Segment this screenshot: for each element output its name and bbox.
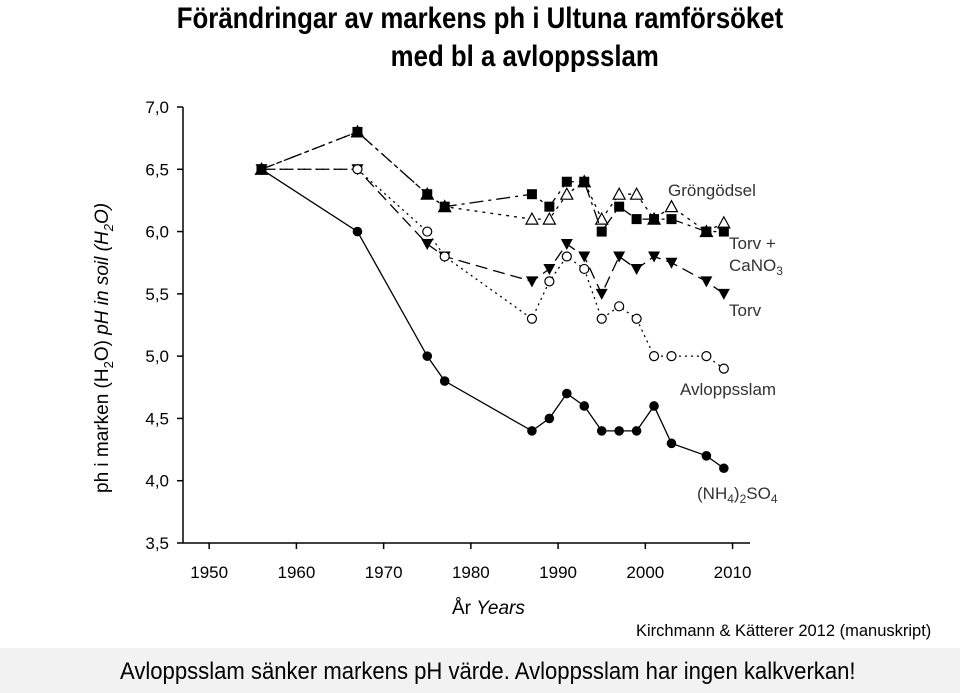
y-label-en-suffix: O) — [92, 202, 113, 225]
data-point — [257, 164, 267, 174]
data-point — [614, 426, 624, 436]
data-point — [719, 364, 728, 373]
chart-title-line2: med bl a avloppsslam — [390, 40, 659, 73]
series-2 — [257, 127, 729, 237]
data-point — [545, 277, 554, 286]
data-point — [543, 264, 555, 275]
data-point — [580, 264, 589, 273]
data-point — [526, 213, 538, 224]
data-point — [562, 177, 572, 187]
data-point — [718, 289, 730, 300]
y-label-en-prefix: pH in soil (H — [92, 231, 113, 335]
data-point — [423, 227, 432, 236]
data-point — [700, 276, 712, 287]
y-tick-label: 4,5 — [145, 409, 169, 429]
data-point — [613, 251, 625, 262]
data-point — [649, 214, 659, 224]
series-label-part: 4 — [727, 492, 734, 506]
data-point — [440, 202, 450, 212]
series-label-part: Avloppsslam — [680, 380, 777, 399]
y-tick-label: 5,0 — [145, 347, 169, 367]
data-point — [527, 426, 537, 436]
x-label-en: Years — [476, 598, 525, 619]
data-point — [527, 189, 537, 199]
data-point — [527, 314, 536, 323]
data-point — [702, 451, 712, 461]
data-point — [353, 165, 362, 174]
y-tick-label: 6,0 — [145, 222, 169, 242]
y-label-sv-sub: 2 — [100, 361, 116, 369]
series-line — [262, 169, 724, 294]
x-tick-label: 2000 — [626, 563, 665, 582]
series-line — [262, 169, 724, 368]
x-axis-label — [452, 598, 525, 620]
data-point — [353, 227, 363, 237]
data-point — [597, 314, 606, 323]
data-point — [666, 214, 676, 224]
data-point — [665, 201, 677, 212]
series-label — [729, 256, 783, 278]
footer-text: Avloppsslam sänker markens pH värde. Avloppsslam har ingen kalkverkan! — [120, 658, 856, 685]
x-tick-label: 1980 — [451, 563, 490, 582]
footer-banner — [0, 648, 960, 693]
data-point — [579, 177, 589, 187]
series-label-part: Torv + — [729, 234, 776, 253]
y-tick-label: 3,5 — [145, 534, 169, 553]
series-label-part: CaNO — [729, 256, 777, 275]
data-point — [597, 426, 607, 436]
y-tick-label: 5,5 — [145, 284, 169, 304]
data-point — [596, 289, 608, 300]
series-label-part: 4 — [770, 492, 778, 506]
x-tick-label: 1970 — [364, 563, 403, 582]
data-point — [631, 188, 643, 199]
y-label-sv-prefix: ph i marken (H — [92, 368, 113, 493]
data-point — [544, 202, 554, 212]
data-point — [648, 251, 660, 262]
chart-title-line1: Förändringar av markens ph i Ultuna ramförsöket — [176, 2, 784, 35]
data-point — [579, 401, 589, 411]
data-point — [649, 401, 659, 411]
x-tick-label: 2010 — [713, 563, 752, 582]
series-label — [729, 234, 776, 253]
data-point — [561, 239, 573, 250]
data-point — [632, 426, 642, 436]
y-label-sv-suffix: O) — [92, 340, 113, 362]
x-tick-label: 1950 — [190, 563, 229, 582]
data-point — [718, 217, 730, 228]
data-point — [562, 252, 571, 261]
series-label-part: SO — [746, 484, 771, 503]
data-point — [719, 463, 729, 473]
series-label — [668, 181, 756, 200]
data-point — [561, 188, 573, 199]
data-point — [702, 352, 711, 361]
data-point — [562, 389, 572, 399]
data-point — [526, 276, 538, 287]
series-label — [729, 301, 762, 320]
data-point — [543, 213, 555, 224]
series-3 — [256, 164, 730, 300]
data-point — [719, 227, 729, 237]
data-point — [650, 352, 659, 361]
data-point — [597, 227, 607, 237]
y-tick-label: 7,0 — [145, 98, 169, 117]
data-point — [667, 352, 676, 361]
data-point — [422, 189, 432, 199]
source-credit: Kirchmann & Kätterer 2012 (manuskript) — [636, 622, 932, 640]
data-point — [440, 376, 450, 386]
series-label-part: 2 — [739, 492, 747, 506]
series-label-part: 3 — [776, 264, 783, 278]
series-label — [680, 380, 776, 399]
data-point — [613, 188, 625, 199]
data-point — [422, 351, 432, 361]
data-point — [352, 127, 362, 137]
data-point — [665, 258, 677, 269]
data-point — [632, 214, 642, 224]
data-point — [545, 414, 555, 424]
x-tick-label: 1990 — [539, 563, 578, 582]
series-label-part: Torv — [729, 301, 762, 320]
data-point — [632, 314, 641, 323]
data-point — [614, 202, 624, 212]
data-point — [578, 251, 590, 262]
data-point — [667, 439, 677, 449]
data-point — [615, 302, 624, 311]
y-tick-label: 4,0 — [145, 471, 169, 491]
series-label-part: ) — [733, 484, 740, 503]
data-point — [440, 252, 449, 261]
series-4 — [257, 165, 728, 373]
data-point — [701, 227, 711, 237]
data-point — [631, 264, 643, 275]
series-label — [697, 484, 778, 506]
series-label-part: Gröngödsel — [668, 181, 756, 200]
series-label-part: (NH — [697, 484, 728, 503]
data-point — [421, 239, 433, 250]
x-label-sv: År — [452, 598, 471, 619]
x-tick-label: 1960 — [277, 563, 316, 582]
y-tick-label: 6,5 — [145, 160, 169, 180]
y-label-en-sub: 2 — [100, 224, 116, 232]
series-5 — [257, 164, 729, 473]
